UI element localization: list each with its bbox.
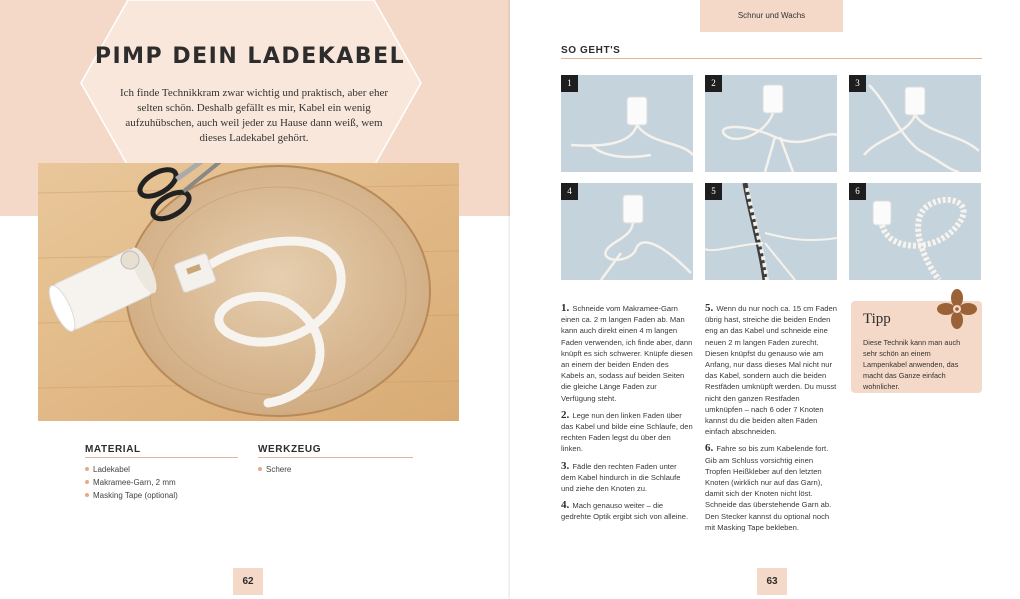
page-number-right: 63 <box>757 568 787 595</box>
step-text: Lege nun den linken Faden über das Kabel und bilde eine Schlaufe, den rechten Faden legst du über den linken. <box>561 410 693 454</box>
tip-text: Diese Technik kann man auch sehr schön an einem Lampenkabel anwenden, das macht das Ganze einfach wohnlicher. <box>863 338 961 391</box>
step-photo-1-illustration <box>561 75 693 172</box>
step-text: Mach genauso weiter – die gedrehte Optik ergibt sich von alleine. <box>561 501 689 522</box>
tip-title: Tipp <box>863 311 891 327</box>
step-photo-3 <box>849 75 981 172</box>
steps-heading: SO GEHT'S <box>561 45 621 56</box>
step-text: Wenn du nur noch ca. 15 cm Faden übrig hast, streiche die beiden Enden eng an das Kabel und schneide eine neuen 2 m langen Faden zurecht. Diesen knüpfst du genauso wie am Anfang, nur dass dieses Mal nicht nur das Kabel, sondern auch die beiden Restfäden umknüpft werden. Du musst nicht den ganzen Restfaden umknüpfen – nach 6 oder 7 Knoten kannst du die beiden alten Fäden einfach abschneiden. <box>705 304 837 437</box>
werkzeug-item: Schere <box>258 463 408 476</box>
material-item: Ladekabel <box>85 463 245 476</box>
right-page <box>510 0 1020 599</box>
step-photo-3-illustration <box>849 75 981 172</box>
step-number-badge: 1 <box>561 75 578 92</box>
page-title: PIMP DEIN LADEKABEL <box>94 44 406 69</box>
steps-rule <box>561 58 982 59</box>
step-item <box>705 443 837 533</box>
step-photo-2 <box>705 75 837 172</box>
step-photo-5 <box>705 183 837 280</box>
material-item: Masking Tape (optional) <box>85 489 245 502</box>
step-text: Schneide vom Makramee-Garn einen ca. 2 m langen Faden ab. Man kann auch direkt einen 4 m langen Faden verwenden, ich finde aber, dann knüpft es sich schwerer. Knüpfe diesen an einem der beiden Enden des Kabels an, sodass auf beiden Seiten die gleiche Länge Faden zur Verfügung steht. <box>561 304 693 403</box>
material-rule <box>85 457 238 458</box>
step-num: 3. <box>561 459 570 472</box>
step-item <box>561 410 693 455</box>
step-text: Fädle den rechten Faden unter dem Kabel hindurch in die Schlaufe und ziehe den Knoten zu. <box>561 461 681 494</box>
step-num: 1. <box>561 302 570 314</box>
step-item <box>705 303 837 437</box>
step-item <box>561 461 693 495</box>
step-photo-4 <box>561 183 693 280</box>
step-number-badge: 2 <box>705 75 722 92</box>
material-item: Makramee-Garn, 2 mm <box>85 476 245 489</box>
tip-box <box>851 301 982 393</box>
werkzeug-list <box>258 463 408 476</box>
steps-column-middle <box>705 303 837 539</box>
hero-photo-illustration <box>38 163 459 421</box>
step-number-badge: 5 <box>705 183 722 200</box>
step-num: 6. <box>705 442 714 455</box>
step-photo-6 <box>849 183 981 280</box>
material-heading: MATERIAL <box>85 444 141 455</box>
page-number-left: 62 <box>233 568 263 595</box>
werkzeug-heading: WERKZEUG <box>258 444 322 455</box>
step-photo-1 <box>561 75 693 172</box>
step-item <box>561 303 693 404</box>
werkzeug-rule <box>258 457 413 458</box>
chapter-tab: Schnur und Wachs <box>700 0 843 32</box>
step-number-badge: 6 <box>849 183 866 200</box>
hero-photo <box>38 163 459 421</box>
flower-icon <box>937 289 977 329</box>
step-item <box>561 500 693 522</box>
step-photo-2-illustration <box>705 75 837 172</box>
step-photo-4-illustration <box>561 183 693 280</box>
steps-column-left <box>561 303 693 529</box>
material-list <box>85 463 245 502</box>
intro-text: Ich finde Technikkram zwar wichtig und praktisch, aber eher selten schön. Deshalb gefällt es mir, Kabel ein wenig aufzuhübschen, auch weil jeder zu Hause dann weiß, wem dieses Ladekabel gehört. <box>119 87 389 144</box>
step-number-badge: 3 <box>849 75 866 92</box>
step-photo-5-illustration <box>705 183 837 280</box>
step-photo-6-illustration <box>849 183 981 280</box>
step-text: Fahre so bis zum Kabelende fort. Gib am Schluss vorsichtig einen Tropfen Heißkleber auf den letzten Knoten (wirklich nur auf das Garn), damit sich der Knoten nicht löst. Schneide das überstehende Garn ab. Den Stecker kannst du optional noch mit Masking Tape bekleben. <box>705 444 832 532</box>
step-number-badge: 4 <box>561 183 578 200</box>
step-num: 2. <box>561 408 570 421</box>
step-num: 4. <box>561 499 570 512</box>
step-num: 5. <box>705 302 714 314</box>
